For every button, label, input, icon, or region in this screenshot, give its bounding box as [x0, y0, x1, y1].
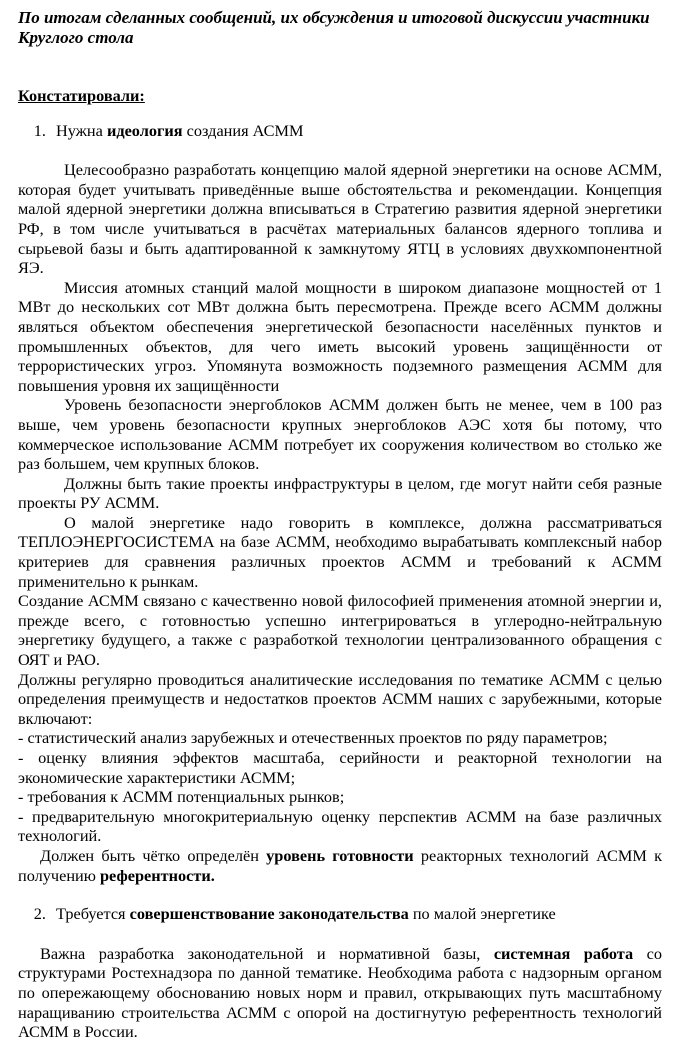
item-text-pre: Нужна	[56, 120, 107, 140]
bullet-item: - требования к АСММ потенциальных рынков;	[18, 787, 345, 807]
paragraph: Должны регулярно проводиться аналитические исследования по тематике АСММ с целью определения преимуществ и недостатков проектов АСММ наших с зарубежными, которые включают:	[18, 669, 662, 728]
item-text	[56, 904, 556, 923]
section-subheading	[18, 86, 662, 106]
paragraph: Создание АСММ связано с качественно новой философией применения атомной энергии и, прежде всего, с готовностью успешно интегрироваться в углеродно-нейтральную энергетику будущего, а также с разработкой технологии централизованного обращения с ОЯТ и РАО.	[18, 591, 662, 670]
paragraph: Уровень безопасности энергоблоков АСММ должен быть не менее, чем в 100 раз выше, чем уровень безопасности крупных энергоблоков АЭС хотя бы потому, что коммерческое использование АСММ потребует их сооружения количеством во столько же раз большем, чем крупных блоков.	[18, 395, 662, 474]
paragraph-bold: уровень готовности	[266, 845, 414, 865]
item-text-bold: совершенствование законодательства	[129, 904, 409, 924]
item-text	[56, 121, 303, 140]
subheading-colon: :	[139, 86, 145, 105]
paragraph	[18, 944, 662, 1042]
document-title: По итогам сделанных сообщений, их обсуждения и итоговой дискуссии участники Круглого стола	[18, 8, 650, 47]
bullet-item: - предварительную многокритериальную оценку перспектив АСММ на базе различных технологий.	[18, 806, 662, 846]
paragraph-text: Должен быть чётко определён	[40, 845, 267, 865]
paragraph-text: Важна разработка законодательной и нормативной базы,	[40, 943, 494, 963]
paragraph-bold: референтности.	[99, 865, 215, 885]
list-item-1	[18, 121, 662, 141]
item-text-post: по малой энергетике	[408, 904, 556, 924]
item-text-pre: Требуется	[56, 904, 130, 924]
paragraph: О малой энергетике надо говорить в комплексе, должна рассматриваться ТЕПЛОЭНЕРГОСИСТЕМА на базе АСММ, необходимо вырабатывать комплексный набор критериев для сравнения различных проектов АСММ и требований к АСММ применительно к рынкам.	[18, 512, 662, 591]
paragraph-text: реакторных технологий АСММ к получению	[18, 845, 662, 885]
subheading-text: Констатировали	[18, 86, 140, 105]
item-number: 2.	[33, 904, 46, 924]
list-item-2	[18, 904, 662, 924]
bullet-item: - оценку влияния эффектов масштаба, серийности и реакторной технологии на экономические характеристики АСММ;	[18, 748, 662, 787]
paragraph: Миссия атомных станций малой мощности в широком диапазоне мощностей от 1 МВт до нескольких сот МВт должна быть пересмотрена. Прежде всего АСММ должны являться объектом обеспечения энергетической безопасности населённых пунктов и промышленных объектов, для чего иметь высокий уровень защищённости от террористических угроз. Упомянута возможность подземного размещения АСММ для повышения уровня их защищённости	[18, 277, 662, 395]
bullet-item: - статистический анализ зарубежных и отечественных проектов по ряду параметров;	[18, 728, 608, 748]
paragraph-bold: системная работа	[493, 943, 634, 963]
paragraph: Должны быть такие проекты инфраструктуры в целом, где могут найти себя разные проекты РУ АСММ.	[18, 473, 662, 513]
item-text-post: создания АСММ	[182, 120, 304, 140]
paragraph	[18, 846, 662, 885]
item-text-bold: идеология	[106, 120, 183, 140]
item-number: 1.	[33, 120, 46, 140]
paragraph-text: со структурами Ростехнадзора по данной тематике. Необходима работа с надзорным органом по опережающему обоснованию новых норм и правил, открывающих путь масштабному наращиванию строительства АСММ с опорой на достигнутую референтность технологий АСММ в России.	[18, 943, 662, 1042]
paragraph: Целесообразно разработать концепцию малой ядерной энергетики на основе АСММ, которая будет учитывать приведённые выше обстоятельства и рекомендации. Концепция малой ядерной энергетики должна вписываться в Стратегию развития ядерной энергетики РФ, в том числе учитываться в расчётах материальных балансов ядерного топлива и сырьевой базы и быть адаптированной к замкнутому ЯТЦ в условиях двухкомпонентной ЯЭ.	[18, 160, 662, 278]
